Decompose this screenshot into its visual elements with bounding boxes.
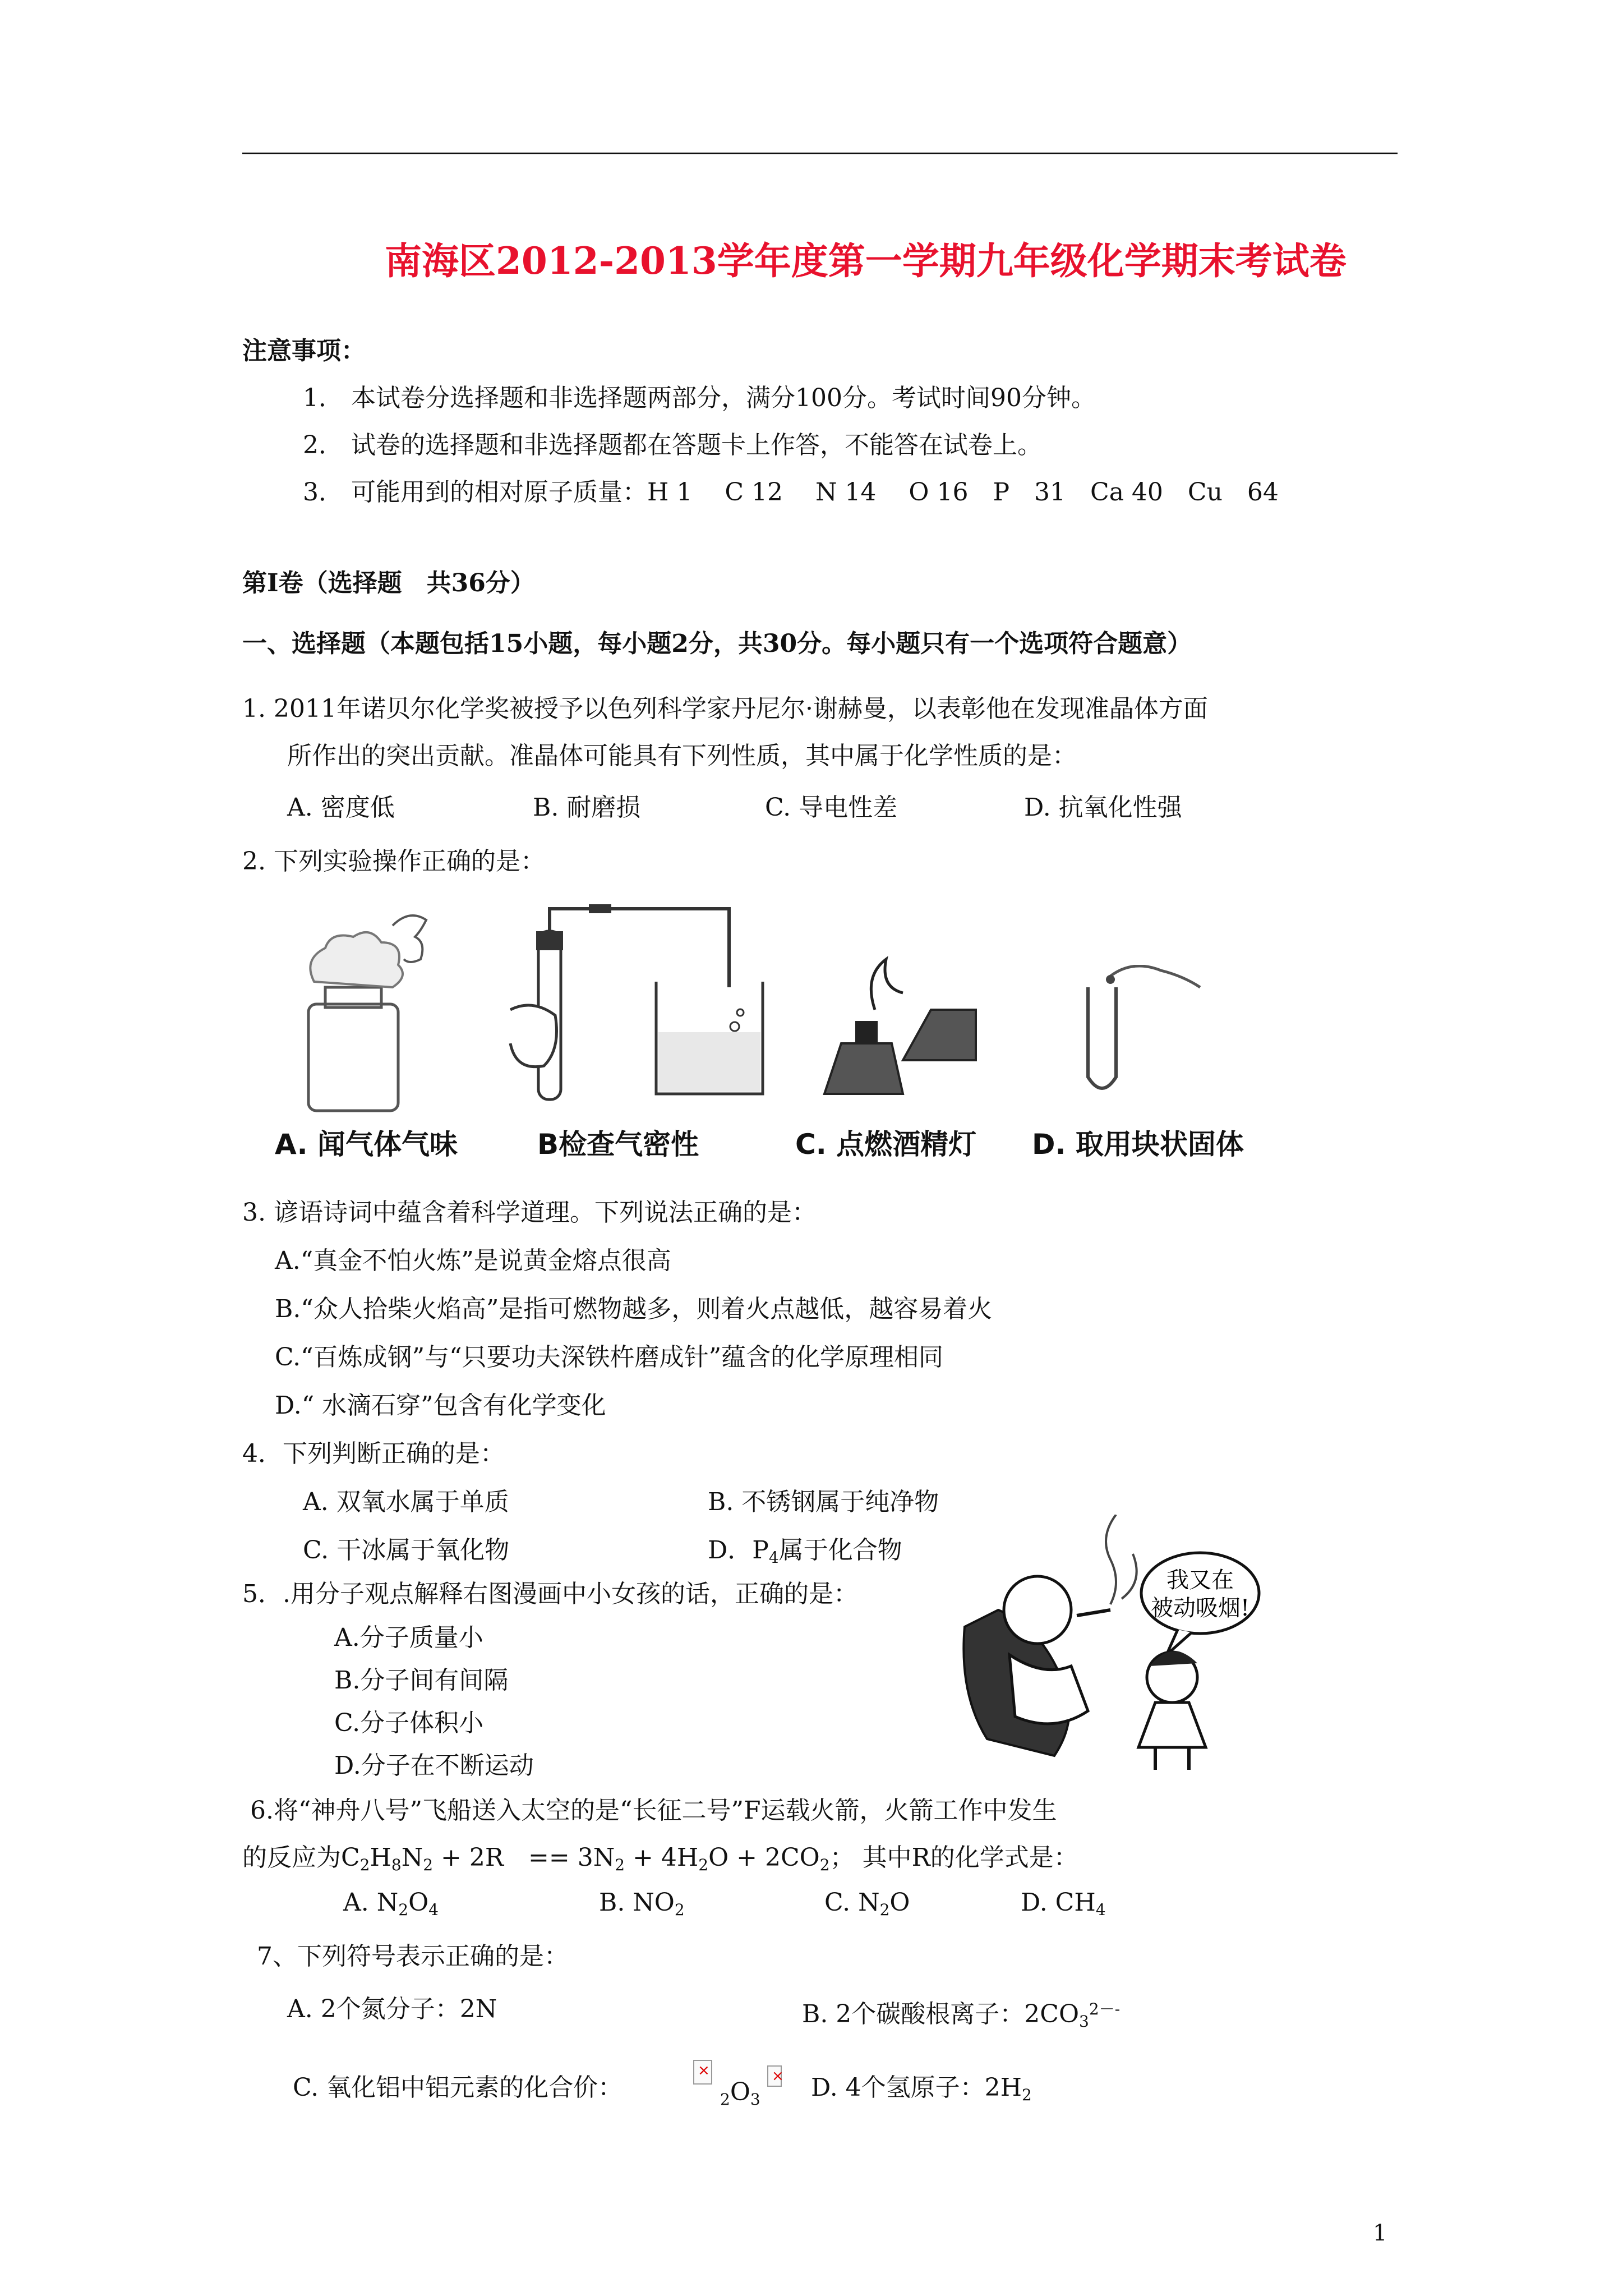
q4-option-c: C. 干冰属于氧化物 — [303, 1536, 510, 1565]
figure-airtightness — [499, 898, 768, 1116]
figure-test-tube — [1026, 965, 1206, 1111]
q3-option-a: A.“真金不怕火炼”是说黄金熔点很高 — [275, 1246, 671, 1275]
figure-alcohol-lamp — [808, 948, 987, 1111]
exam-title: 南海区2012-2013学年度第一学期九年级化学期末考试卷 — [385, 239, 1347, 283]
q7-formula: $_2O_3$ — [720, 2078, 760, 2109]
q7-option-c: C. 氧化铝中铝元素的化合价： — [293, 2073, 623, 2102]
broken-image-icon — [767, 2065, 782, 2087]
cartoon-bubble-line2: 被动吸烟! — [1150, 1595, 1250, 1621]
q5-stem: 5．.用分子观点解释右图漫画中小女孩的话，正确的是： — [242, 1580, 858, 1608]
q7-option-b: B. 2个碳酸根离子：$2CO_3^{2--}$ — [802, 2000, 1121, 2031]
q2-caption-c: C. 点燃酒精灯 — [795, 1128, 977, 1161]
q5-option-c: C.分子体积小 — [334, 1709, 484, 1737]
q6-option-d: D. $CH_4$ — [1021, 1888, 1106, 1919]
q7-stem: 7、下列符号表示正确的是： — [257, 1942, 569, 1971]
smoking-cartoon — [942, 1515, 1267, 1773]
q2-caption-b: B检查气密性 — [537, 1128, 699, 1161]
note-item: 3． 可能用到的相对原子质量：H 1 C 12 N 14 O 16 P 31 Ca 40 Cu 64 — [303, 478, 1279, 507]
q1-line2: 所作出的突出贡献。准晶体可能具有下列性质，其中属于化学性质的是： — [287, 742, 1077, 770]
q2-caption-a: A. 闻气体气味 — [275, 1128, 458, 1161]
q3-stem: 3. 谚语诗词中蕴含着科学道理。下列说法正确的是： — [242, 1198, 817, 1227]
q3-option-b: B.“众人拾柴火焰高”是指可燃物越多，则着火点越低，越容易着火 — [275, 1295, 993, 1323]
q2-caption-d: D. 取用块状固体 — [1032, 1128, 1244, 1161]
q4-stem: 4．下列判断正确的是： — [242, 1439, 505, 1468]
q7-option-a: A. 2个氮分子：2N — [287, 1995, 497, 2023]
figure-smell-gas — [247, 892, 482, 1116]
page-number: 1 — [1373, 2220, 1387, 2246]
header-rule — [242, 153, 1398, 154]
q1-line1: 1. 2011年诺贝尔化学奖被授予以色列科学家丹尼尔·谢赫曼，以表彰他在发现准晶体方面 — [242, 694, 1208, 723]
broken-image-icon — [693, 2060, 712, 2085]
notes-heading: 注意事项： — [242, 337, 366, 365]
q6-option-a: A. $N_2O_4$ — [343, 1888, 439, 1919]
note-item: 1． 本试卷分选择题和非选择题两部分，满分100分。考试时间90分钟。 — [303, 384, 1096, 412]
q1-option-d: D. 抗氧化性强 — [1024, 793, 1182, 822]
q3-option-d: D.“ 水滴石穿”包含有化学变化 — [275, 1391, 606, 1420]
q6-equation: 的反应为$C_2H_8N_2 + 2R$ == $3N_2 + 4H_2O + 2CO_2$； 其中R的化学式是： — [242, 1843, 1078, 1874]
note-item: 2． 试卷的选择题和非选择题都在答题卡上作答，不能答在试卷上。 — [303, 431, 1042, 459]
q3-option-c: C.“百炼成钢”与“只要功夫深铁杵磨成针”蕴含的化学原理相同 — [275, 1343, 944, 1372]
part-heading: 第Ⅰ卷（选择题 共36分） — [242, 569, 535, 597]
q4-option-d: D．$P_4$属于化合物 — [708, 1536, 902, 1567]
q5-option-a: A.分子质量小 — [334, 1623, 483, 1652]
q7-option-d: D. 4个氢原子：$2H_2$ — [811, 2073, 1032, 2104]
q6-option-b: B. $NO_2$ — [599, 1888, 685, 1919]
cartoon-bubble-line1: 我又在 — [1166, 1567, 1234, 1593]
q1-option-c: C. 导电性差 — [765, 793, 898, 822]
q2-stem: 2. 下列实验操作正确的是： — [242, 847, 545, 876]
q1-option-b: B. 耐磨损 — [533, 793, 641, 822]
q5-option-d: D.分子在不断运动 — [334, 1751, 534, 1780]
q6-option-c: C. $N_2O$ — [824, 1888, 910, 1919]
section-heading: 一、选择题（本题包括15小题，每小题2分，共30分。每小题只有一个选项符合题意） — [242, 629, 1192, 658]
q4-option-a: A. 双氧水属于单质 — [303, 1488, 509, 1516]
q1-option-a: A. 密度低 — [287, 793, 395, 822]
q5-option-b: B.分子间有间隔 — [334, 1666, 509, 1695]
q6-line1: 6.将“神舟八号”飞船送入太空的是“长征二号”F运载火箭，火箭工作中发生 — [250, 1796, 1057, 1825]
q4-option-b: B. 不锈钢属于纯净物 — [708, 1488, 939, 1516]
